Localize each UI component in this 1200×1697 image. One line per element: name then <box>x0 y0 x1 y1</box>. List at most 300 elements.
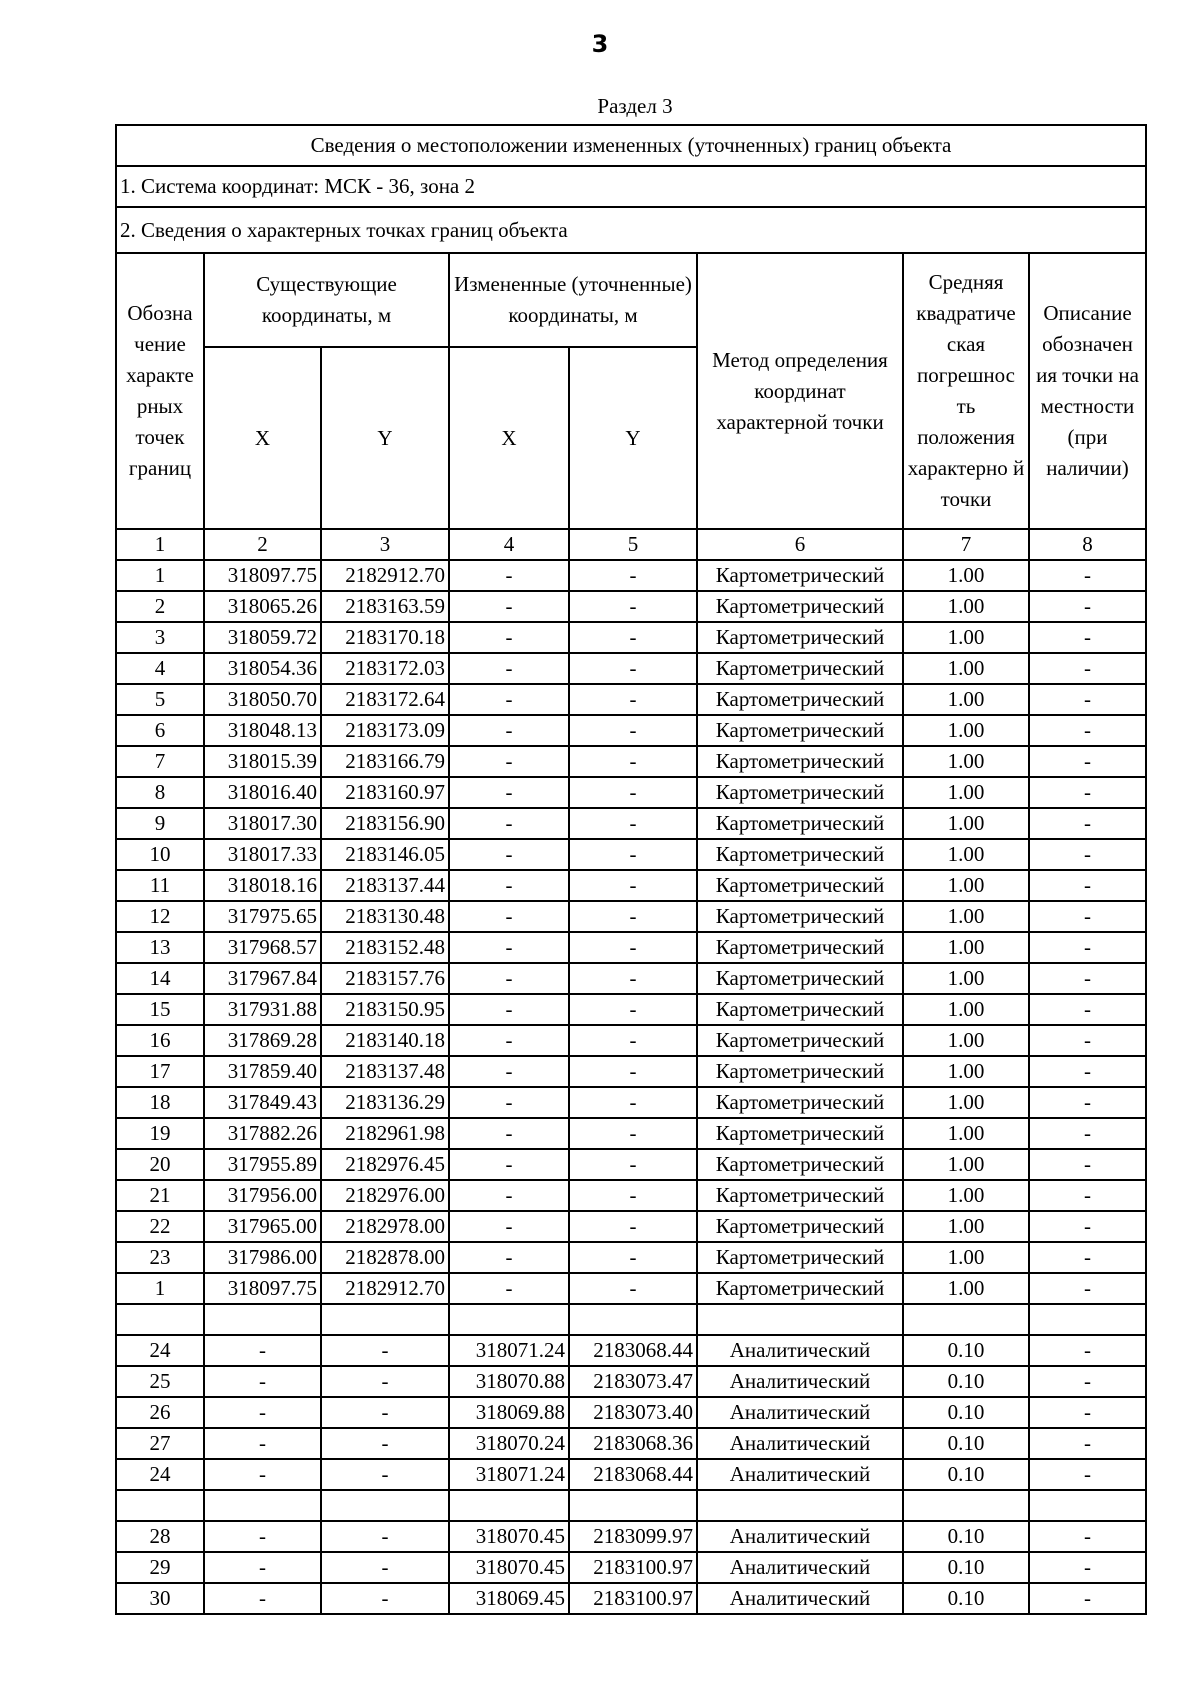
page-number: 3 <box>591 30 609 58</box>
column-number: 6 <box>697 529 903 560</box>
table-row <box>116 870 1146 901</box>
point-number-cell: 23 <box>116 1242 204 1273</box>
changed-y-cell: - <box>569 715 697 746</box>
method-cell: Аналитический <box>697 1366 903 1397</box>
column-number: 2 <box>204 529 321 560</box>
method-cell: Аналитический <box>697 1397 903 1428</box>
existing-y-cell: 2183150.95 <box>321 994 449 1025</box>
changed-y-cell: - <box>569 963 697 994</box>
method-cell: Картометрический <box>697 715 903 746</box>
table-row <box>116 1025 1146 1056</box>
method-cell: Картометрический <box>697 1118 903 1149</box>
column-number: 1 <box>116 529 204 560</box>
method-cell: Картометрический <box>697 1025 903 1056</box>
description-cell: - <box>1029 1056 1146 1087</box>
error-cell: 1.00 <box>903 901 1029 932</box>
existing-y-cell: 2182912.70 <box>321 560 449 591</box>
table-row <box>116 1149 1146 1180</box>
existing-x-cell: 317956.00 <box>204 1180 321 1211</box>
point-number-cell: 3 <box>116 622 204 653</box>
existing-y-cell: 2182976.00 <box>321 1180 449 1211</box>
existing-y-cell: 2183136.29 <box>321 1087 449 1118</box>
method-cell: Аналитический <box>697 1335 903 1366</box>
table-row <box>116 963 1146 994</box>
description-cell: - <box>1029 1428 1146 1459</box>
error-cell: 1.00 <box>903 1056 1029 1087</box>
error-cell: 1.00 <box>903 932 1029 963</box>
point-number-cell: 26 <box>116 1397 204 1428</box>
point-number-cell: 4 <box>116 653 204 684</box>
existing-x-cell: 317965.00 <box>204 1211 321 1242</box>
point-number-cell: 12 <box>116 901 204 932</box>
existing-x-cell: 318018.16 <box>204 870 321 901</box>
existing-y-cell: 2183160.97 <box>321 777 449 808</box>
changed-x-cell: 318070.24 <box>449 1428 569 1459</box>
existing-y-cell: - <box>321 1583 449 1614</box>
table-row <box>116 684 1146 715</box>
existing-x-cell: - <box>204 1583 321 1614</box>
method-cell: Картометрический <box>697 994 903 1025</box>
error-cell: 0.10 <box>903 1397 1029 1428</box>
changed-y-cell: - <box>569 1242 697 1273</box>
description-cell: - <box>1029 715 1146 746</box>
column-number-row <box>116 529 1146 560</box>
existing-y-cell: - <box>321 1397 449 1428</box>
changed-x-cell: 318071.24 <box>449 1335 569 1366</box>
changed-y-cell: - <box>569 901 697 932</box>
existing-y-cell: 2183156.90 <box>321 808 449 839</box>
description-cell <box>1029 1304 1146 1335</box>
existing-x-cell: 317955.89 <box>204 1149 321 1180</box>
existing-x-cell: 317882.26 <box>204 1118 321 1149</box>
description-cell: - <box>1029 622 1146 653</box>
existing-x-cell: - <box>204 1521 321 1552</box>
existing-y-cell: 2183163.59 <box>321 591 449 622</box>
existing-y-cell: - <box>321 1459 449 1490</box>
table-row <box>116 994 1146 1025</box>
error-cell: 1.00 <box>903 870 1029 901</box>
existing-x-cell: 318097.75 <box>204 560 321 591</box>
existing-x-cell: 318059.72 <box>204 622 321 653</box>
column-number: 4 <box>449 529 569 560</box>
changed-y-cell: - <box>569 1087 697 1118</box>
changed-y-cell: - <box>569 622 697 653</box>
point-number-cell: 21 <box>116 1180 204 1211</box>
existing-x-cell: 317967.84 <box>204 963 321 994</box>
header-changed-y: Y <box>569 347 697 529</box>
existing-x-cell: 318065.26 <box>204 591 321 622</box>
description-cell: - <box>1029 1459 1146 1490</box>
table-row <box>116 1335 1146 1366</box>
method-cell: Картометрический <box>697 777 903 808</box>
method-cell: Картометрический <box>697 591 903 622</box>
changed-y-cell: 2183100.97 <box>569 1552 697 1583</box>
changed-x-cell: - <box>449 1273 569 1304</box>
changed-x-cell: - <box>449 622 569 653</box>
error-cell: 1.00 <box>903 684 1029 715</box>
existing-y-cell <box>321 1304 449 1335</box>
error-cell: 1.00 <box>903 715 1029 746</box>
point-number-cell: 22 <box>116 1211 204 1242</box>
point-number-cell: 11 <box>116 870 204 901</box>
description-cell: - <box>1029 901 1146 932</box>
error-cell: 1.00 <box>903 1242 1029 1273</box>
changed-y-cell: - <box>569 684 697 715</box>
existing-x-cell: 317931.88 <box>204 994 321 1025</box>
error-cell: 1.00 <box>903 1087 1029 1118</box>
table-row <box>116 1304 1146 1335</box>
description-cell: - <box>1029 1242 1146 1273</box>
changed-x-cell: - <box>449 1025 569 1056</box>
changed-x-cell: - <box>449 591 569 622</box>
error-cell: 1.00 <box>903 1118 1029 1149</box>
existing-x-cell: 317975.65 <box>204 901 321 932</box>
error-cell: 1.00 <box>903 622 1029 653</box>
changed-x-cell: - <box>449 746 569 777</box>
table-row <box>116 1056 1146 1087</box>
existing-x-cell: 317859.40 <box>204 1056 321 1087</box>
table-row <box>116 1459 1146 1490</box>
changed-x-cell: - <box>449 932 569 963</box>
table-row <box>116 1397 1146 1428</box>
method-cell: Картометрический <box>697 1211 903 1242</box>
changed-y-cell: 2183073.40 <box>569 1397 697 1428</box>
header-method: Метод определения координат характерной точки <box>697 253 903 529</box>
changed-y-cell: - <box>569 1056 697 1087</box>
changed-y-cell <box>569 1304 697 1335</box>
existing-x-cell: - <box>204 1459 321 1490</box>
error-cell: 1.00 <box>903 653 1029 684</box>
description-cell: - <box>1029 1335 1146 1366</box>
changed-x-cell: 318070.45 <box>449 1552 569 1583</box>
points-section-title: 2. Сведения о характерных точках границ объекта <box>116 207 1146 253</box>
point-number-cell: 5 <box>116 684 204 715</box>
changed-x-cell <box>449 1490 569 1521</box>
changed-x-cell: - <box>449 808 569 839</box>
point-number-cell: 1 <box>116 560 204 591</box>
error-cell: 1.00 <box>903 839 1029 870</box>
existing-y-cell: - <box>321 1335 449 1366</box>
method-cell: Аналитический <box>697 1583 903 1614</box>
existing-x-cell: - <box>204 1335 321 1366</box>
description-cell: - <box>1029 808 1146 839</box>
table-row <box>116 1428 1146 1459</box>
changed-x-cell: - <box>449 1242 569 1273</box>
existing-x-cell: 317986.00 <box>204 1242 321 1273</box>
existing-y-cell: 2183130.48 <box>321 901 449 932</box>
changed-y-cell: - <box>569 777 697 808</box>
description-cell: - <box>1029 932 1146 963</box>
method-cell: Картометрический <box>697 1273 903 1304</box>
header-description: Описание обозначен ия точки на местности (при наличии) <box>1029 253 1146 529</box>
point-number-cell: 30 <box>116 1583 204 1614</box>
table-row <box>116 1583 1146 1614</box>
method-cell: Аналитический <box>697 1552 903 1583</box>
point-number-cell: 20 <box>116 1149 204 1180</box>
existing-x-cell: - <box>204 1428 321 1459</box>
point-number-cell: 13 <box>116 932 204 963</box>
description-cell: - <box>1029 1118 1146 1149</box>
table-row <box>116 622 1146 653</box>
coordinates-table <box>115 124 1147 1615</box>
description-cell: - <box>1029 1025 1146 1056</box>
table-row <box>116 1366 1146 1397</box>
table-row <box>116 1118 1146 1149</box>
description-cell: - <box>1029 1552 1146 1583</box>
column-number: 5 <box>569 529 697 560</box>
existing-y-cell: 2183137.48 <box>321 1056 449 1087</box>
point-number-cell: 24 <box>116 1459 204 1490</box>
existing-y-cell: 2182912.70 <box>321 1273 449 1304</box>
point-number-cell: 19 <box>116 1118 204 1149</box>
existing-y-cell: 2183157.76 <box>321 963 449 994</box>
existing-y-cell: 2183152.48 <box>321 932 449 963</box>
existing-y-cell: 2183137.44 <box>321 870 449 901</box>
changed-x-cell: 318070.88 <box>449 1366 569 1397</box>
description-cell: - <box>1029 870 1146 901</box>
point-number-cell: 6 <box>116 715 204 746</box>
existing-y-cell: 2182978.00 <box>321 1211 449 1242</box>
existing-y-cell: 2183166.79 <box>321 746 449 777</box>
error-cell: 1.00 <box>903 1273 1029 1304</box>
existing-x-cell: 317968.57 <box>204 932 321 963</box>
changed-x-cell: 318070.45 <box>449 1521 569 1552</box>
changed-y-cell: - <box>569 1025 697 1056</box>
description-cell: - <box>1029 777 1146 808</box>
description-cell: - <box>1029 1521 1146 1552</box>
method-cell: Картометрический <box>697 653 903 684</box>
error-cell: 1.00 <box>903 1211 1029 1242</box>
changed-y-cell: 2183100.97 <box>569 1583 697 1614</box>
method-cell: Картометрический <box>697 932 903 963</box>
changed-x-cell: - <box>449 653 569 684</box>
point-number-cell: 24 <box>116 1335 204 1366</box>
method-cell: Картометрический <box>697 1149 903 1180</box>
table-row <box>116 808 1146 839</box>
point-number-cell: 7 <box>116 746 204 777</box>
changed-y-cell: - <box>569 1273 697 1304</box>
changed-y-cell: - <box>569 1211 697 1242</box>
changed-x-cell: - <box>449 839 569 870</box>
method-cell: Картометрический <box>697 839 903 870</box>
point-number-cell: 8 <box>116 777 204 808</box>
point-number-cell: 25 <box>116 1366 204 1397</box>
changed-x-cell: 318071.24 <box>449 1459 569 1490</box>
changed-x-cell: 318069.88 <box>449 1397 569 1428</box>
existing-y-cell: 2182878.00 <box>321 1242 449 1273</box>
changed-y-cell: - <box>569 994 697 1025</box>
method-cell: Картометрический <box>697 808 903 839</box>
table-row <box>116 1552 1146 1583</box>
error-cell: 1.00 <box>903 777 1029 808</box>
method-cell: Картометрический <box>697 1056 903 1087</box>
point-number-cell: 28 <box>116 1521 204 1552</box>
changed-y-cell: - <box>569 653 697 684</box>
changed-y-cell: - <box>569 932 697 963</box>
existing-y-cell <box>321 1490 449 1521</box>
description-cell: - <box>1029 684 1146 715</box>
error-cell: 1.00 <box>903 560 1029 591</box>
existing-x-cell: 318097.75 <box>204 1273 321 1304</box>
existing-y-cell: 2183172.03 <box>321 653 449 684</box>
description-cell: - <box>1029 1397 1146 1428</box>
changed-y-cell: - <box>569 560 697 591</box>
changed-y-cell: - <box>569 1118 697 1149</box>
point-number-cell: 15 <box>116 994 204 1025</box>
error-cell: 1.00 <box>903 746 1029 777</box>
existing-x-cell: 318017.30 <box>204 808 321 839</box>
existing-x-cell: - <box>204 1397 321 1428</box>
method-cell: Аналитический <box>697 1459 903 1490</box>
existing-x-cell: 318050.70 <box>204 684 321 715</box>
error-cell: 1.00 <box>903 1025 1029 1056</box>
changed-y-cell: - <box>569 746 697 777</box>
existing-y-cell: - <box>321 1366 449 1397</box>
method-cell: Картометрический <box>697 1087 903 1118</box>
method-cell <box>697 1490 903 1521</box>
existing-y-cell: 2183172.64 <box>321 684 449 715</box>
method-cell: Картометрический <box>697 684 903 715</box>
point-number-cell: 18 <box>116 1087 204 1118</box>
method-cell <box>697 1304 903 1335</box>
table-title: Сведения о местоположении измененных (уточненных) границ объекта <box>116 125 1146 166</box>
error-cell: 1.00 <box>903 591 1029 622</box>
existing-x-cell: 318016.40 <box>204 777 321 808</box>
table-row <box>116 1521 1146 1552</box>
changed-x-cell: - <box>449 963 569 994</box>
header-error: Средняя квадратиче ская погрешнос ть положения характерно й точки <box>903 253 1029 529</box>
existing-x-cell: 317849.43 <box>204 1087 321 1118</box>
column-number: 7 <box>903 529 1029 560</box>
error-cell: 0.10 <box>903 1521 1029 1552</box>
description-cell <box>1029 1490 1146 1521</box>
existing-y-cell: 2183140.18 <box>321 1025 449 1056</box>
changed-y-cell: - <box>569 839 697 870</box>
error-cell: 1.00 <box>903 808 1029 839</box>
changed-x-cell: - <box>449 1149 569 1180</box>
changed-x-cell <box>449 1304 569 1335</box>
changed-x-cell: - <box>449 1118 569 1149</box>
method-cell: Картометрический <box>697 901 903 932</box>
point-number-cell: 14 <box>116 963 204 994</box>
point-number-cell: 16 <box>116 1025 204 1056</box>
changed-y-cell: - <box>569 1180 697 1211</box>
point-number-cell <box>116 1490 204 1521</box>
description-cell: - <box>1029 1211 1146 1242</box>
table-row <box>116 653 1146 684</box>
changed-y-cell: 2183099.97 <box>569 1521 697 1552</box>
description-cell: - <box>1029 746 1146 777</box>
description-cell: - <box>1029 1087 1146 1118</box>
existing-x-cell: 318017.33 <box>204 839 321 870</box>
point-number-cell: 9 <box>116 808 204 839</box>
changed-y-cell: - <box>569 1149 697 1180</box>
existing-x-cell: - <box>204 1366 321 1397</box>
changed-y-cell: 2183073.47 <box>569 1366 697 1397</box>
description-cell: - <box>1029 1273 1146 1304</box>
error-cell: 0.10 <box>903 1459 1029 1490</box>
description-cell: - <box>1029 1180 1146 1211</box>
description-cell: - <box>1029 1149 1146 1180</box>
error-cell <box>903 1304 1029 1335</box>
table-row <box>116 591 1146 622</box>
error-cell: 0.10 <box>903 1335 1029 1366</box>
section-title: Раздел 3 <box>597 94 673 118</box>
header-changed-x: X <box>449 347 569 529</box>
table-row <box>116 746 1146 777</box>
existing-y-cell: - <box>321 1428 449 1459</box>
changed-y-cell <box>569 1490 697 1521</box>
changed-x-cell: - <box>449 715 569 746</box>
changed-x-cell: - <box>449 560 569 591</box>
method-cell: Картометрический <box>697 1180 903 1211</box>
description-cell: - <box>1029 994 1146 1025</box>
description-cell: - <box>1029 839 1146 870</box>
changed-x-cell: - <box>449 1056 569 1087</box>
point-number-cell <box>116 1304 204 1335</box>
column-number: 8 <box>1029 529 1146 560</box>
point-number-cell: 2 <box>116 591 204 622</box>
error-cell: 0.10 <box>903 1366 1029 1397</box>
method-cell: Аналитический <box>697 1521 903 1552</box>
table-row <box>116 1211 1146 1242</box>
table-row <box>116 1273 1146 1304</box>
changed-y-cell: 2183068.44 <box>569 1459 697 1490</box>
changed-x-cell: - <box>449 777 569 808</box>
existing-y-cell: 2182976.45 <box>321 1149 449 1180</box>
existing-y-cell: 2182961.98 <box>321 1118 449 1149</box>
changed-y-cell: 2183068.44 <box>569 1335 697 1366</box>
error-cell: 1.00 <box>903 994 1029 1025</box>
table-row <box>116 1087 1146 1118</box>
changed-y-cell: 2183068.36 <box>569 1428 697 1459</box>
error-cell: 0.10 <box>903 1583 1029 1614</box>
changed-x-cell: - <box>449 1211 569 1242</box>
header-existing-y: Y <box>321 347 449 529</box>
method-cell: Картометрический <box>697 622 903 653</box>
table-row <box>116 715 1146 746</box>
description-cell: - <box>1029 653 1146 684</box>
existing-x-cell: - <box>204 1552 321 1583</box>
changed-x-cell: - <box>449 870 569 901</box>
table-row <box>116 932 1146 963</box>
changed-x-cell: - <box>449 901 569 932</box>
table-row <box>116 560 1146 591</box>
existing-x-cell: 318054.36 <box>204 653 321 684</box>
error-cell <box>903 1490 1029 1521</box>
existing-x-cell <box>204 1304 321 1335</box>
point-number-cell: 17 <box>116 1056 204 1087</box>
table-row <box>116 901 1146 932</box>
method-cell: Аналитический <box>697 1428 903 1459</box>
existing-y-cell: 2183173.09 <box>321 715 449 746</box>
error-cell: 1.00 <box>903 963 1029 994</box>
existing-x-cell: 318015.39 <box>204 746 321 777</box>
table-row <box>116 1490 1146 1521</box>
point-number-cell: 1 <box>116 1273 204 1304</box>
point-number-cell: 27 <box>116 1428 204 1459</box>
existing-x-cell: 318048.13 <box>204 715 321 746</box>
existing-x-cell: 317869.28 <box>204 1025 321 1056</box>
header-existing-x: X <box>204 347 321 529</box>
description-cell: - <box>1029 591 1146 622</box>
header-changed-coords: Измененные (уточненные) координаты, м <box>449 253 697 347</box>
existing-y-cell: - <box>321 1552 449 1583</box>
changed-x-cell: - <box>449 684 569 715</box>
table-row <box>116 839 1146 870</box>
changed-x-cell: - <box>449 1180 569 1211</box>
header-existing-coords: Существующие координаты, м <box>204 253 449 347</box>
